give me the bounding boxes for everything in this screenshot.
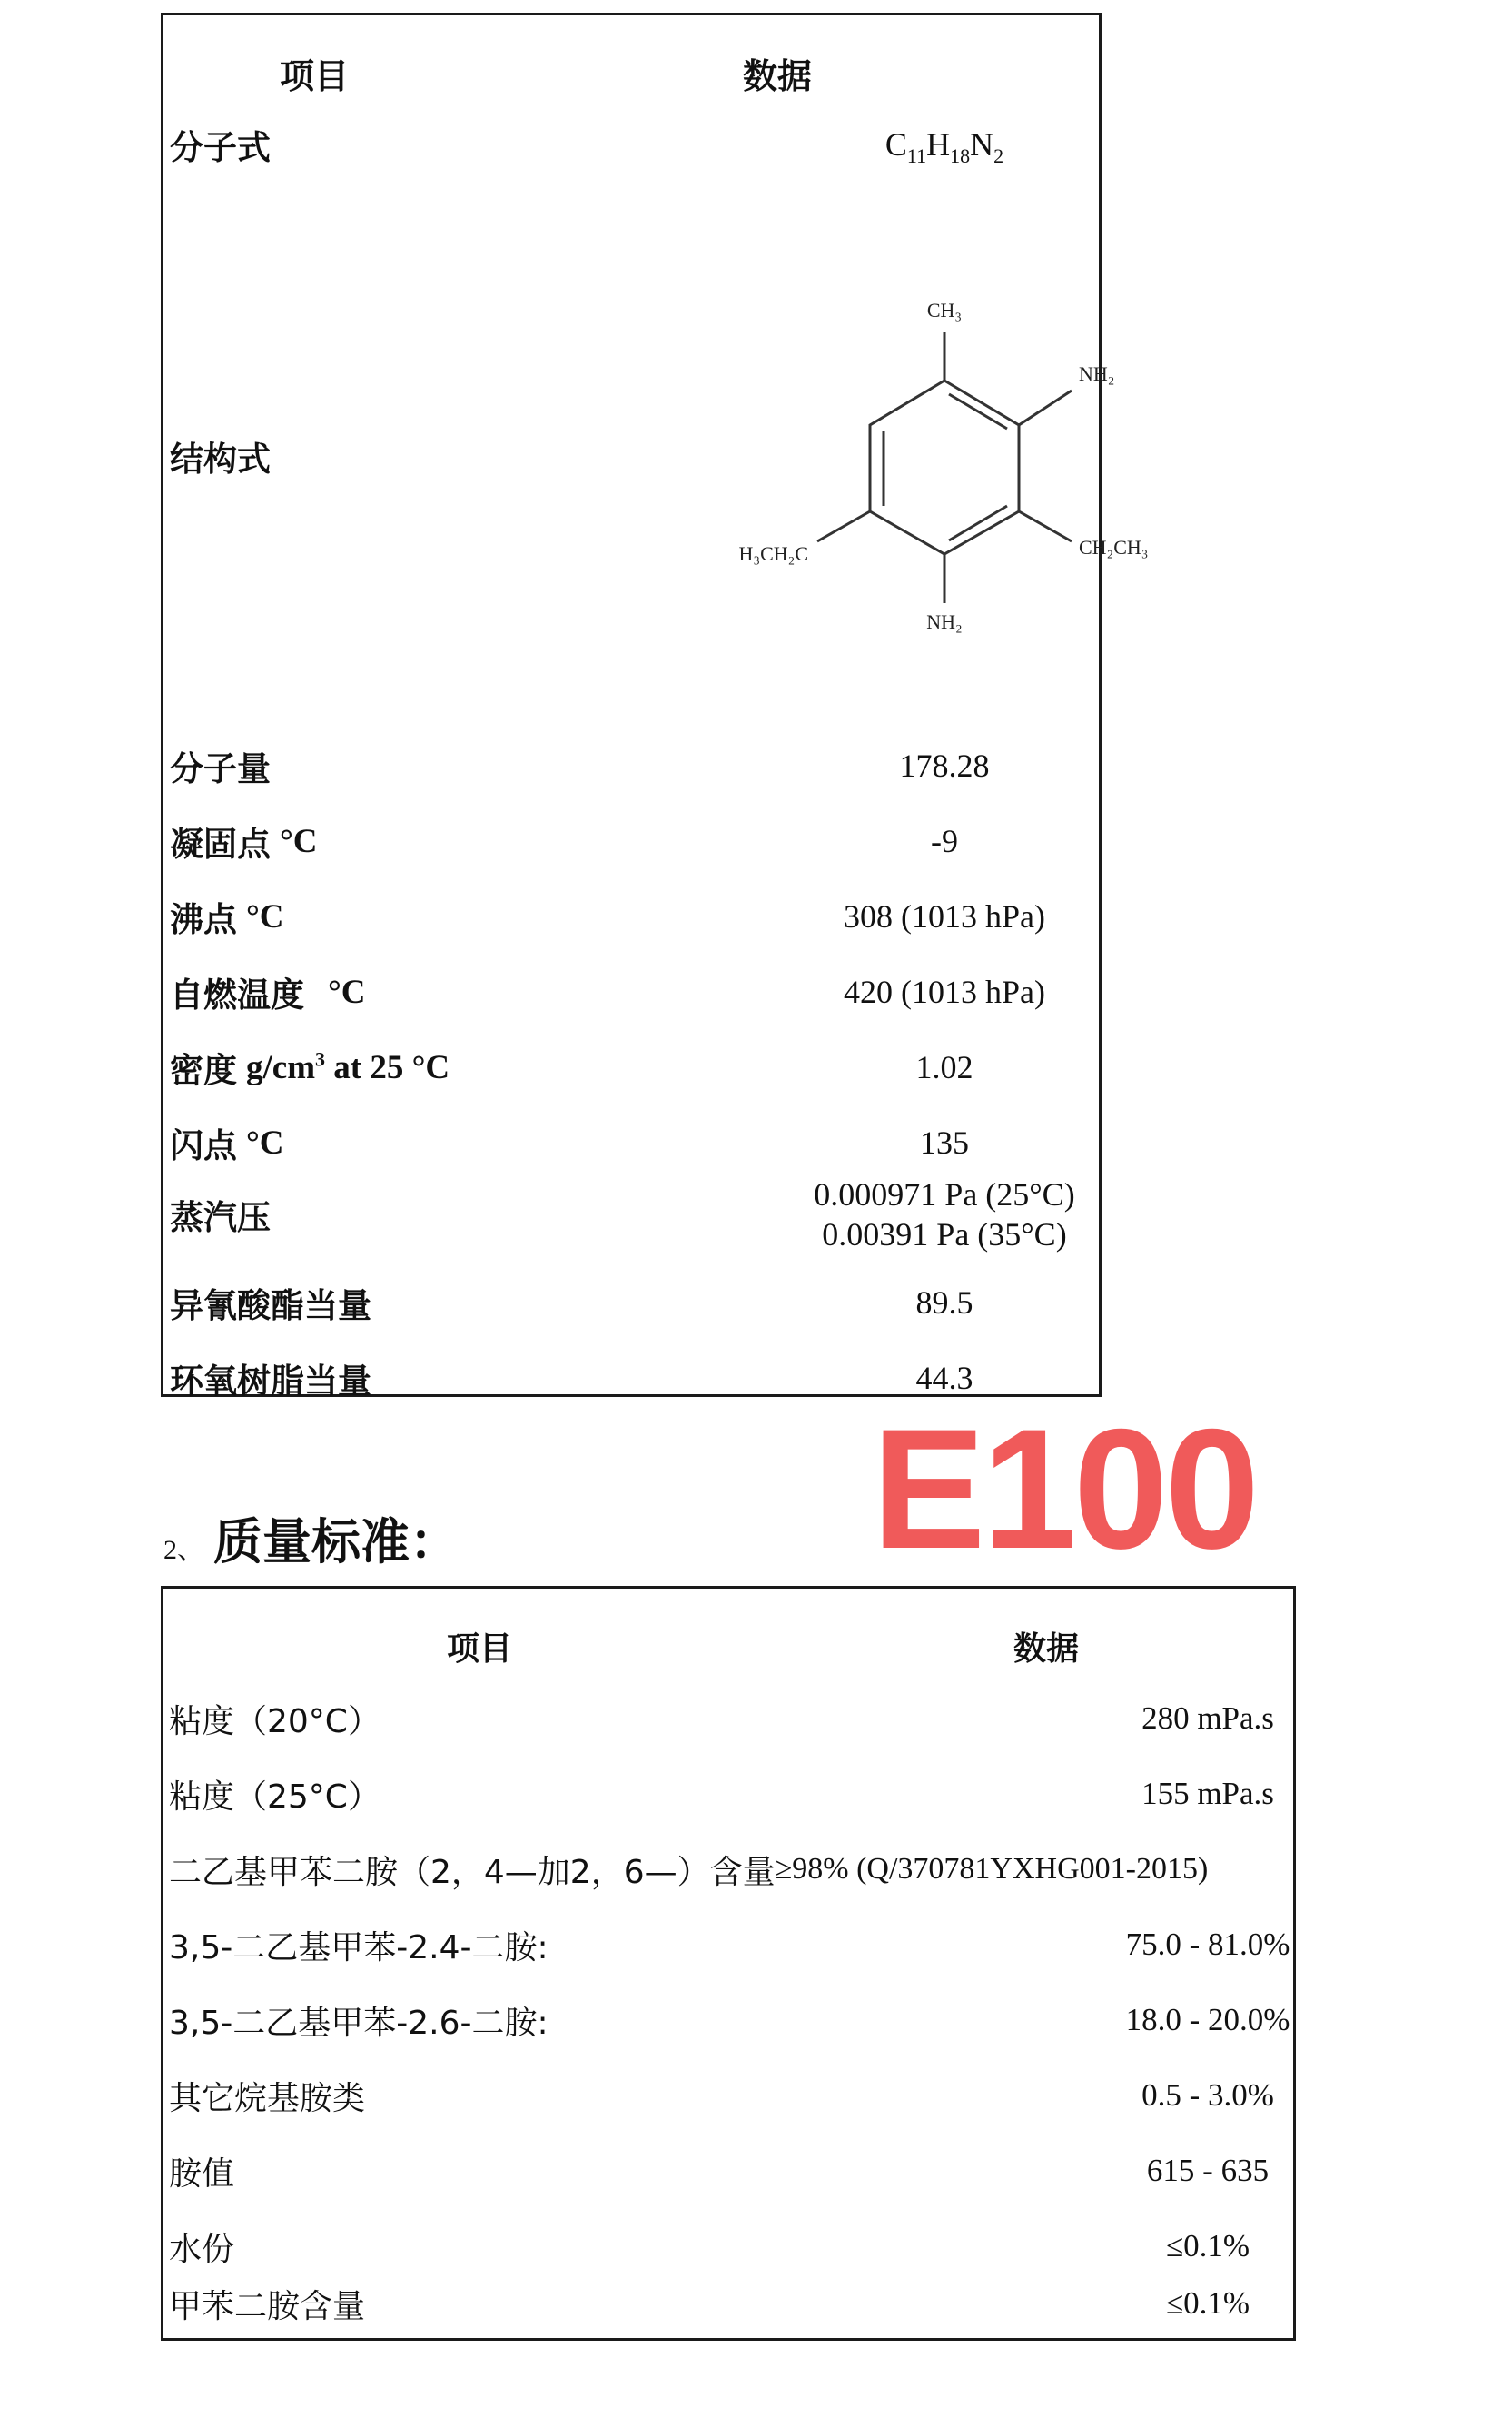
table-row-formula bbox=[163, 107, 1099, 182]
row-label: 粘度（20°C） bbox=[169, 1702, 380, 1740]
row-value: 75.0 - 81.0% bbox=[1125, 1927, 1290, 1962]
row-label: 异氰酸酯当量 bbox=[170, 1286, 371, 1325]
table-row bbox=[163, 955, 1099, 1029]
row-label: 分子量 bbox=[170, 749, 271, 788]
row-value: 0.5 - 3.0% bbox=[1141, 2077, 1274, 2113]
row-label: 沸点 °C bbox=[170, 897, 284, 939]
row-value: 308 (1013 hPa) bbox=[844, 898, 1045, 935]
row-value: 280 mPa.s bbox=[1141, 1700, 1274, 1736]
row-label: 胺值 bbox=[169, 2154, 235, 2193]
row-value: 135 bbox=[920, 1124, 969, 1161]
column-header-data: 数据 bbox=[1013, 1630, 1080, 1668]
table-row bbox=[163, 1757, 1293, 1831]
table-row bbox=[163, 1105, 1099, 1180]
substituent-lower-left: H₃CH₂C bbox=[738, 542, 808, 565]
row-label: 密度 $g/cm^3$ at 25 °C bbox=[170, 1047, 450, 1090]
quality-standard-table bbox=[161, 1586, 1296, 2341]
row-label: 闪点 °C bbox=[170, 1124, 284, 1165]
structural-formula-diagram bbox=[672, 261, 1217, 679]
molecular-formula: $C_{11}H_{18}N_2$ bbox=[884, 126, 1004, 168]
table-row bbox=[163, 1983, 1293, 2057]
row-value: 1.02 bbox=[915, 1049, 973, 1085]
row-label: 水份 bbox=[169, 2230, 235, 2268]
substituent-top: CH₃ bbox=[926, 299, 963, 322]
table-row bbox=[163, 1832, 1293, 1907]
row-label: 3,5-二乙基甲苯-2.4-二胺: bbox=[169, 1928, 548, 1966]
table-row bbox=[163, 2058, 1293, 2133]
row-value: 0.000971 Pa (25°C) 0.00391 Pa (35°C) bbox=[814, 1176, 1075, 1253]
table-row bbox=[163, 2134, 1293, 2208]
row-value: ≤0.1% bbox=[1165, 2228, 1250, 2263]
row-value: 89.5 bbox=[915, 1284, 973, 1321]
table-row bbox=[163, 879, 1099, 954]
table-row bbox=[163, 804, 1099, 878]
product-badge: E100 bbox=[872, 1393, 1257, 1584]
row-value: ≥98% (Q/370781YXHG001-2015) bbox=[775, 1852, 1209, 1886]
row-value: 615 - 635 bbox=[1146, 2153, 1270, 2188]
section-heading bbox=[163, 1503, 459, 1573]
table-row bbox=[163, 1681, 1293, 1756]
row-label: 自燃温度 °C bbox=[170, 973, 366, 1015]
row-value: 420 (1013 hPa) bbox=[844, 974, 1045, 1010]
substituent-upper-right: NH₂ bbox=[1079, 362, 1115, 385]
row-value: 155 mPa.s bbox=[1141, 1776, 1274, 1811]
row-label: 结构式 bbox=[170, 440, 271, 479]
section-title: 质量标准： bbox=[213, 1513, 459, 1570]
row-value: 18.0 - 20.0% bbox=[1125, 2002, 1290, 2037]
substituent-bottom: NH₂ bbox=[926, 610, 963, 633]
row-label: 蒸汽压 bbox=[170, 1198, 271, 1237]
row-label: 其它烷基胺类 bbox=[169, 2079, 366, 2117]
section-number: 2、 bbox=[163, 1535, 204, 1565]
row-label: 3,5-二乙基甲苯-2.6-二胺: bbox=[169, 2004, 548, 2042]
table-row bbox=[163, 1265, 1099, 1340]
row-value: 44.3 bbox=[915, 1360, 973, 1396]
row-value: -9 bbox=[931, 823, 958, 859]
table-row bbox=[163, 1030, 1099, 1104]
table-row bbox=[163, 728, 1099, 803]
row-value: 178.28 bbox=[899, 748, 990, 784]
column-header-data: 数据 bbox=[743, 56, 813, 96]
table-row bbox=[163, 2266, 1293, 2341]
table-row bbox=[163, 1171, 1099, 1258]
row-label: 凝固点 °C bbox=[170, 822, 318, 864]
properties-table bbox=[161, 13, 1149, 1401]
row-label: 甲苯二胺含量 bbox=[169, 2287, 366, 2325]
row-label: 二乙基甲苯二胺（2，4—加2，6—）含量 ≥98% (Q/370781YXHG001-2015) bbox=[169, 1852, 1209, 1891]
row-label: 分子式 bbox=[170, 128, 271, 167]
column-header-item: 项目 bbox=[447, 1630, 513, 1668]
row-label: 环氧树脂当量 bbox=[170, 1362, 371, 1401]
row-value: ≤0.1% bbox=[1165, 2285, 1250, 2321]
substituent-lower-right: CH₂CH₃ bbox=[1079, 536, 1149, 559]
column-header-item: 项目 bbox=[280, 56, 350, 96]
row-label: 粘度（25°C） bbox=[169, 1778, 380, 1816]
table-row bbox=[163, 1907, 1293, 1982]
